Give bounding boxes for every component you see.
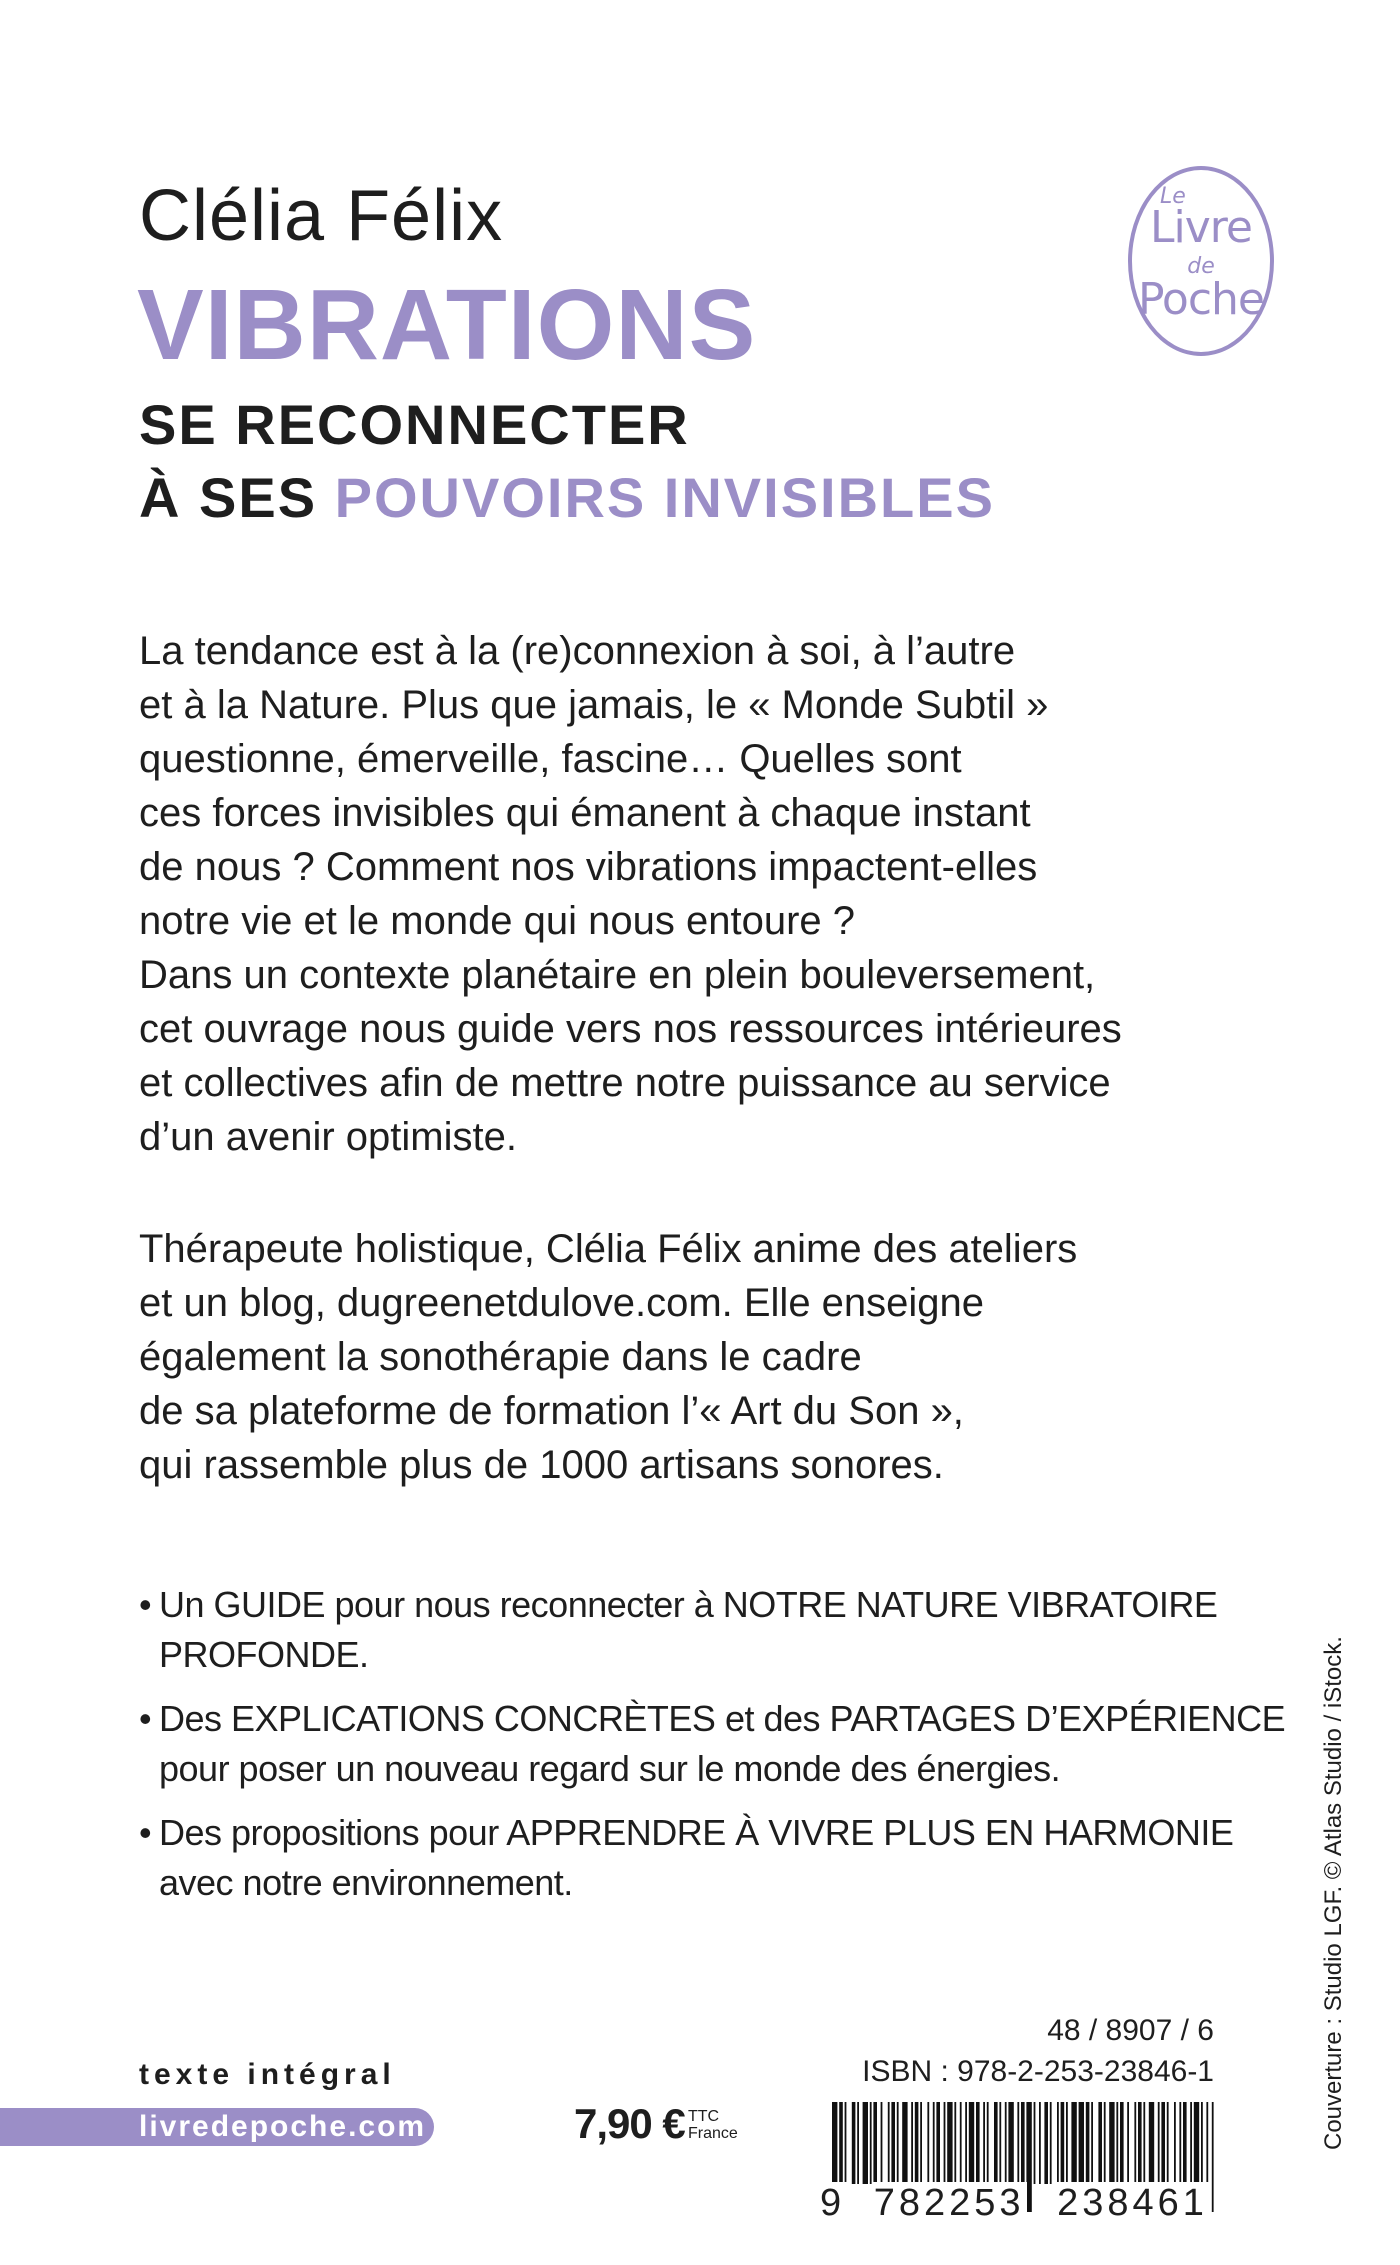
barcode-bar xyxy=(1194,2102,1199,2184)
barcode-bar xyxy=(1057,2102,1059,2184)
barcode-bar xyxy=(954,2102,956,2184)
text-line: Dans un contexte planétaire en plein bouleversement, xyxy=(139,953,1096,997)
barcode-bar xyxy=(1008,2102,1013,2184)
barcode-bar xyxy=(947,2102,952,2184)
barcode-bar xyxy=(1104,2102,1106,2184)
bullet-dot: • xyxy=(139,1698,152,1739)
text-line: Thérapeute holistique, Clélia Félix anime des ateliers xyxy=(139,1227,1078,1271)
texte-integral-label: texte intégral xyxy=(139,2058,396,2091)
bullet-line: Des propositions pour APPRENDRE À VIVRE PLUS EN HARMONIE xyxy=(159,1812,1234,1853)
barcode-bar xyxy=(911,2102,913,2184)
barcode-bar xyxy=(1061,2102,1065,2184)
text-line: et un blog, dugreenetdulove.com. Elle enseigne xyxy=(139,1281,985,1325)
barcode-bar xyxy=(933,2102,935,2184)
subtitle-accent: POUVOIRS INVISIBLES xyxy=(334,466,995,529)
barcode-bar xyxy=(1044,2102,1048,2184)
ttc-label: TTC xyxy=(688,2108,720,2125)
bullet-dot: • xyxy=(139,1812,152,1853)
logo-le: Le xyxy=(1160,184,1186,209)
barcode-bar xyxy=(873,2102,877,2184)
france-label: France xyxy=(688,2125,738,2142)
author-name: Clélia Félix xyxy=(139,176,504,256)
logo-de: de xyxy=(1187,254,1215,279)
barcode-bar xyxy=(1167,2102,1169,2184)
text-line: et collectives afin de mettre notre puissance au service xyxy=(139,1061,1111,1105)
reference-number: 48 / 8907 / 6 xyxy=(1047,2014,1214,2047)
barcode-bar xyxy=(1086,2102,1090,2184)
barcode-bar xyxy=(863,2102,868,2184)
barcode-bar xyxy=(987,2102,989,2184)
text-line: et à la Nature. Plus que jamais, le « Monde Subtil » xyxy=(139,683,1049,727)
bullet-line: PROFONDE. xyxy=(159,1634,369,1675)
barcode-bar xyxy=(920,2102,922,2184)
barcode-bar xyxy=(852,2102,856,2184)
bullet-dot: • xyxy=(139,1584,152,1625)
barcode-bar xyxy=(881,2102,883,2184)
barcode-bar xyxy=(902,2102,907,2184)
barcode-bar xyxy=(1179,2102,1181,2184)
barcode-bar xyxy=(1201,2102,1203,2184)
bullet-line: Un GUIDE pour nous reconnecter à NOTRE NATURE VIBRATOIRE xyxy=(159,1584,1218,1625)
barcode-bar xyxy=(927,2102,929,2184)
barcode-bar xyxy=(1079,2102,1084,2184)
barcode-bar xyxy=(1127,2102,1129,2184)
bullet-line: avec notre environnement. xyxy=(159,1862,573,1903)
barcode-bar xyxy=(976,2102,980,2184)
barcode-bar xyxy=(944,2102,946,2184)
barcode-bar xyxy=(1091,2102,1093,2184)
subtitle-prefix: À SES xyxy=(139,466,318,529)
text-line: notre vie et le monde qui nous entoure ? xyxy=(139,899,856,943)
price: 7,90 € xyxy=(574,2100,685,2147)
text-line: d’un avenir optimiste. xyxy=(139,1115,517,1159)
barcode-digits xyxy=(818,2182,1224,2225)
text-line: de nous ? Comment nos vibrations impactent-elles xyxy=(139,845,1038,889)
barcode-bar xyxy=(1034,2102,1036,2184)
barcode-bar xyxy=(1174,2102,1176,2184)
barcode-bar xyxy=(1116,2102,1118,2184)
barcode-bar xyxy=(1050,2102,1052,2184)
barcode-bar xyxy=(994,2102,998,2184)
barcode-bar xyxy=(999,2102,1001,2184)
barcode-bar xyxy=(1039,2102,1041,2184)
barcode-bar xyxy=(1134,2102,1136,2184)
barcode-bar xyxy=(1143,2102,1145,2184)
barcode-bar xyxy=(845,2102,847,2184)
description-paragraph xyxy=(139,624,1239,1164)
barcode-bar xyxy=(1005,2102,1007,2184)
barcode-bar xyxy=(891,2102,895,2184)
text-line: La tendance est à la (re)connexion à soi, à l’autre xyxy=(139,629,1016,673)
subtitle-line-1: SE RECONNECTER xyxy=(139,393,690,456)
isbn: ISBN : 978-2-253-23846-1 xyxy=(862,2055,1214,2088)
barcode-bar xyxy=(915,2102,919,2184)
barcode-bar xyxy=(960,2102,962,2184)
barcode-bar xyxy=(1066,2102,1068,2184)
publisher-url[interactable]: livredepoche.com xyxy=(139,2110,427,2143)
barcode-bar xyxy=(1183,2102,1187,2184)
barcode-bar xyxy=(969,2102,974,2184)
logo-livre: Livre xyxy=(1150,202,1252,253)
barcode-bar xyxy=(1120,2102,1124,2184)
author-bio-paragraph xyxy=(139,1222,1239,1492)
barcode-digits-left: 782253 xyxy=(873,2182,1025,2224)
text-line: questionne, émerveille, fascine… Quelles sont xyxy=(139,737,962,781)
barcode-bar xyxy=(1098,2102,1102,2184)
logo-poche: Poche xyxy=(1137,274,1265,325)
barcode-bar xyxy=(983,2102,985,2184)
bullet-item xyxy=(139,1694,1286,1794)
text-line: ces forces invisibles qui émanent à chaque instant xyxy=(139,791,1031,835)
cover-credit: Couverture : Studio LGF. © Atlas Studio / iStock. xyxy=(1320,1636,1347,2150)
subtitle-line-2 xyxy=(139,465,995,530)
bullet-line: pour poser un nouveau regard sur le monde des énergies. xyxy=(159,1748,1061,1789)
publisher-logo xyxy=(1128,166,1274,356)
barcode-bar xyxy=(1138,2102,1142,2184)
barcode-bar xyxy=(965,2102,967,2184)
barcode-bar xyxy=(870,2102,872,2184)
barcode-bar xyxy=(897,2102,899,2184)
barcode-bar xyxy=(1190,2102,1192,2184)
text-line: cet ouvrage nous guide vers nos ressources intérieures xyxy=(139,1007,1122,1051)
barcode-bar xyxy=(857,2102,859,2184)
text-line: de sa plateforme de formation l’« Art du Son », xyxy=(139,1389,964,1433)
barcode-digits-right: 238461 xyxy=(1057,2182,1208,2224)
text-line: également la sonothérapie dans le cadre xyxy=(139,1335,862,1379)
barcode-bar xyxy=(1017,2102,1019,2184)
barcode-bar xyxy=(936,2102,940,2184)
bullet-item xyxy=(139,1808,1239,1908)
barcode-digit-first: 9 xyxy=(820,2182,846,2224)
book-title: VIBRATIONS xyxy=(137,269,757,381)
barcode-bar xyxy=(1071,2102,1076,2184)
barcode-bar xyxy=(1161,2102,1165,2184)
barcode-bar xyxy=(1158,2102,1160,2184)
bullet-item xyxy=(139,1580,1239,1680)
price-tax-note xyxy=(688,2108,738,2142)
barcode-bar xyxy=(1109,2102,1114,2184)
bullet-list xyxy=(139,1580,1286,1922)
text-line: qui rassemble plus de 1000 artisans sonores. xyxy=(139,1443,944,1487)
barcode-bar xyxy=(1149,2102,1154,2184)
barcode-bar xyxy=(888,2102,890,2184)
bullet-line: Des EXPLICATIONS CONCRÈTES et des PARTAGES D’EXPÉRIENCE xyxy=(159,1698,1286,1739)
